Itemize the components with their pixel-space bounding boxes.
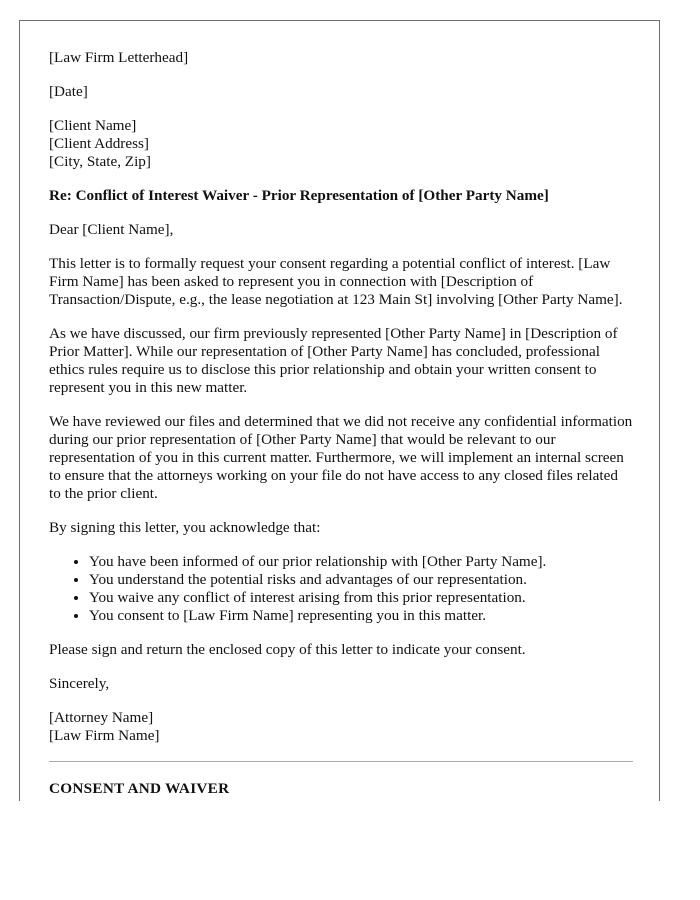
letter-date: [Date] <box>49 83 88 100</box>
acknowledgement-list <box>49 553 633 625</box>
list-item: • You have been informed of our prior relationship with [Other Party Name]. <box>89 553 633 571</box>
recipient-address <box>49 117 633 171</box>
section-divider <box>49 761 633 762</box>
paragraph-request: This letter is to formally request your consent regarding a potential conflict of interest. [Law Firm Name] has been asked to represent you in connection with [Description of Transaction/Dispute, e.g., the lease negotiation at 123 Main St] involving [Other Party Name]. <box>49 255 623 308</box>
closing-request: Please sign and return the enclosed copy of this letter to indicate your consent. <box>49 641 526 658</box>
recipient-name: [Client Name] <box>49 117 137 134</box>
recipient-street: [Client Address] <box>49 135 149 152</box>
attorney-name: [Attorney Name] <box>49 709 154 726</box>
list-item: • You consent to [Law Firm Name] representing you in this matter. <box>89 607 633 625</box>
signature-block <box>49 709 633 745</box>
salutation: Dear [Client Name], <box>49 221 174 238</box>
paragraph-confidentiality: We have reviewed our files and determined that we did not receive any confidential information during our prior representation of [Other Party Name] that would be relevant to our representation of you in this current matter. Furthermore, we will implement an internal screen to ensure that the attorneys working on your file do not have access to any closed files related to the prior client. <box>49 413 633 502</box>
letter-content <box>49 49 633 798</box>
signature-firm-name: [Law Firm Name] <box>49 727 160 744</box>
sign-off: Sincerely, <box>49 675 110 692</box>
letterhead: [Law Firm Letterhead] <box>49 49 189 66</box>
letter-page <box>19 20 660 801</box>
subject-line: Re: Conflict of Interest Waiver - Prior Representation of [Other Party Name] <box>49 187 549 204</box>
paragraph-prior-representation: As we have discussed, our firm previously represented [Other Party Name] in [Description of Prior Matter]. While our representation of [Other Party Name] has concluded, professional ethics rules require us to disclose this prior relationship and obtain your written consent to represent you in this new matter. <box>49 325 618 396</box>
consent-heading: CONSENT AND WAIVER <box>49 780 230 797</box>
recipient-city: [City, State, Zip] <box>49 153 151 170</box>
paragraph-acknowledge-intro: By signing this letter, you acknowledge that: <box>49 519 321 536</box>
list-item: • You waive any conflict of interest arising from this prior representation. <box>89 589 633 607</box>
list-item: • You understand the potential risks and advantages of our representation. <box>89 571 633 589</box>
